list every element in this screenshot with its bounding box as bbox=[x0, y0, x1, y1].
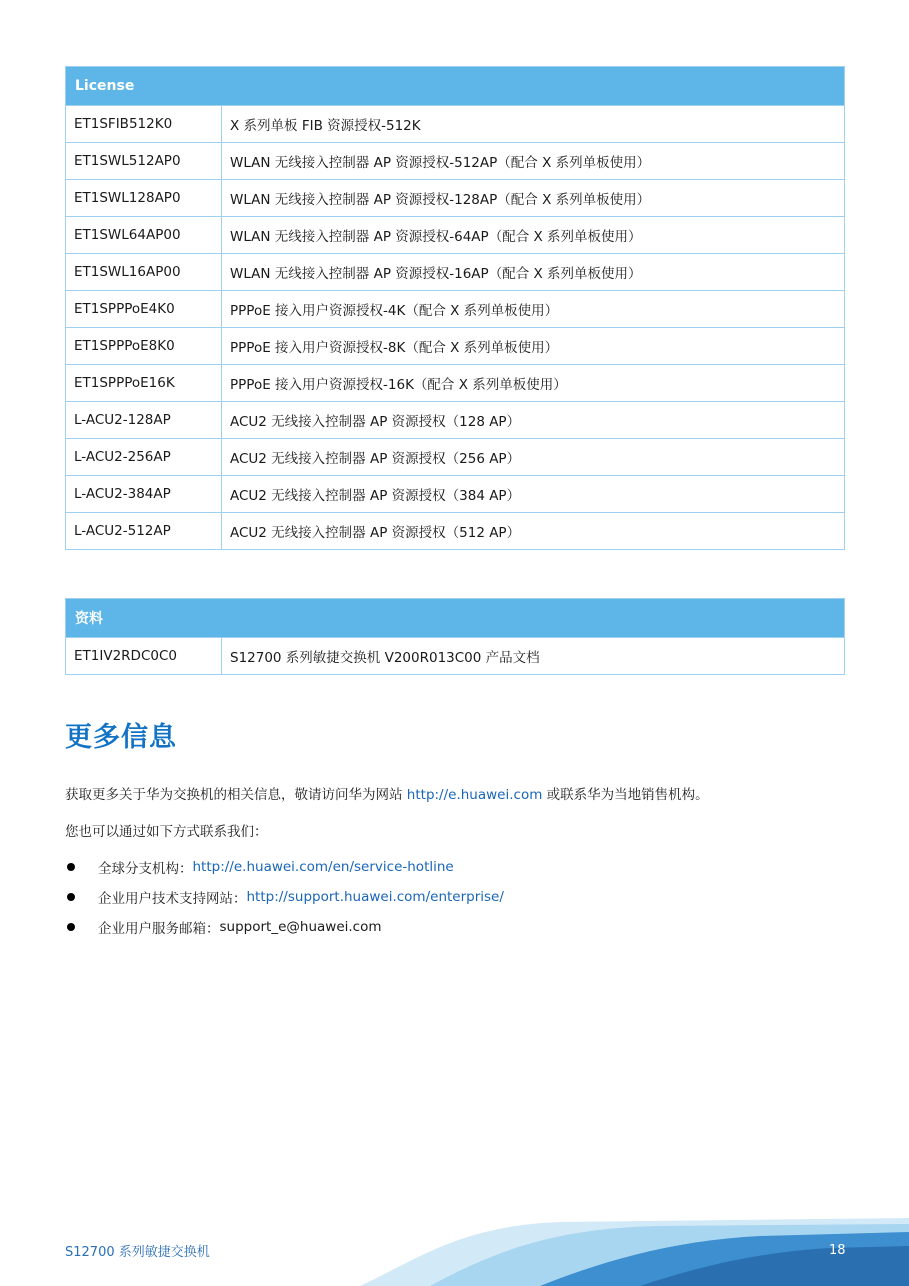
description-cell: X 系列单板 FIB 资源授权-512K bbox=[222, 106, 845, 143]
table-row bbox=[66, 513, 845, 550]
license-table-header: License bbox=[66, 67, 845, 106]
part-code-cell: L-ACU2-256AP bbox=[66, 439, 222, 476]
contact-label: 企业用户服务邮箱： bbox=[98, 921, 220, 937]
part-code-cell: ET1SPPPoE16K bbox=[66, 365, 222, 402]
contact-item bbox=[65, 912, 504, 942]
license-table-body bbox=[66, 106, 845, 550]
service-hotline-link[interactable]: http://e.huawei.com/en/service-hotline bbox=[192, 859, 454, 875]
description-cell: ACU2 无线接入控制器 AP 资源授权（384 AP） bbox=[222, 476, 845, 513]
support-email: support_e@huawei.com bbox=[219, 919, 382, 935]
huawei-site-link[interactable]: http://e.huawei.com bbox=[406, 787, 543, 803]
contact-label: 全球分支机构： bbox=[98, 861, 193, 877]
bullet-icon bbox=[67, 863, 75, 871]
part-code-cell: ET1SWL16AP00 bbox=[66, 254, 222, 291]
docs-table-header-row bbox=[66, 599, 845, 638]
part-code-cell: L-ACU2-384AP bbox=[66, 476, 222, 513]
part-code-cell: L-ACU2-128AP bbox=[66, 402, 222, 439]
contact-item bbox=[65, 882, 504, 912]
part-code-cell: ET1IV2RDC0C0 bbox=[66, 638, 222, 675]
description-cell: ACU2 无线接入控制器 AP 资源授权（256 AP） bbox=[222, 439, 845, 476]
table-row bbox=[66, 402, 845, 439]
description-cell: PPPoE 接入用户资源授权-16K（配合 X 系列单板使用） bbox=[222, 365, 845, 402]
table-row bbox=[66, 143, 845, 180]
part-code-cell: ET1SWL128AP0 bbox=[66, 180, 222, 217]
description-cell: WLAN 无线接入控制器 AP 资源授权-512AP（配合 X 系列单板使用） bbox=[222, 143, 845, 180]
intro-paragraph bbox=[65, 783, 709, 803]
intro-prefix: 获取更多关于华为交换机的相关信息，敬请访问华为网站 bbox=[65, 787, 407, 803]
table-row bbox=[66, 180, 845, 217]
bullet-icon bbox=[67, 893, 75, 901]
description-cell: ACU2 无线接入控制器 AP 资源授权（128 AP） bbox=[222, 402, 845, 439]
description-cell: PPPoE 接入用户资源授权-4K（配合 X 系列单板使用） bbox=[222, 291, 845, 328]
table-row bbox=[66, 365, 845, 402]
table-row bbox=[66, 217, 845, 254]
contact-line: 您也可以通过如下方式联系我们： bbox=[65, 824, 268, 840]
page-number: 18 bbox=[829, 1243, 846, 1258]
bullet-icon bbox=[67, 923, 75, 931]
table-row bbox=[66, 638, 845, 675]
table-row bbox=[66, 328, 845, 365]
table-row bbox=[66, 106, 845, 143]
table-row bbox=[66, 254, 845, 291]
docs-table-body bbox=[66, 638, 845, 675]
description-cell: S12700 系列敏捷交换机 V200R013C00 产品文档 bbox=[222, 638, 845, 675]
table-row bbox=[66, 476, 845, 513]
description-cell: WLAN 无线接入控制器 AP 资源授权-16AP（配合 X 系列单板使用） bbox=[222, 254, 845, 291]
description-cell: ACU2 无线接入控制器 AP 资源授权（512 AP） bbox=[222, 513, 845, 550]
description-cell: WLAN 无线接入控制器 AP 资源授权-128AP（配合 X 系列单板使用） bbox=[222, 180, 845, 217]
description-cell: PPPoE 接入用户资源授权-8K（配合 X 系列单板使用） bbox=[222, 328, 845, 365]
intro-suffix: 或联系华为当地销售机构。 bbox=[542, 787, 709, 803]
contact-label: 企业用户技术支持网站： bbox=[98, 891, 247, 907]
more-info-heading: 更多信息 bbox=[65, 722, 177, 753]
table-row bbox=[66, 291, 845, 328]
support-site-link[interactable]: http://support.huawei.com/enterprise/ bbox=[246, 889, 504, 905]
license-table-header-row bbox=[66, 67, 845, 106]
part-code-cell: L-ACU2-512AP bbox=[66, 513, 222, 550]
part-code-cell: ET1SPPPoE8K0 bbox=[66, 328, 222, 365]
part-code-cell: ET1SFIB512K0 bbox=[66, 106, 222, 143]
license-table bbox=[65, 66, 845, 550]
contact-item bbox=[65, 852, 504, 882]
part-code-cell: ET1SWL512AP0 bbox=[66, 143, 222, 180]
docs-table bbox=[65, 598, 845, 675]
docs-table-header: 资料 bbox=[66, 599, 845, 638]
description-cell: WLAN 无线接入控制器 AP 资源授权-64AP（配合 X 系列单板使用） bbox=[222, 217, 845, 254]
part-code-cell: ET1SWL64AP00 bbox=[66, 217, 222, 254]
contact-list bbox=[65, 852, 504, 942]
footer-title: S12700 系列敏捷交换机 bbox=[65, 1245, 210, 1260]
part-code-cell: ET1SPPPoE4K0 bbox=[66, 291, 222, 328]
table-row bbox=[66, 439, 845, 476]
